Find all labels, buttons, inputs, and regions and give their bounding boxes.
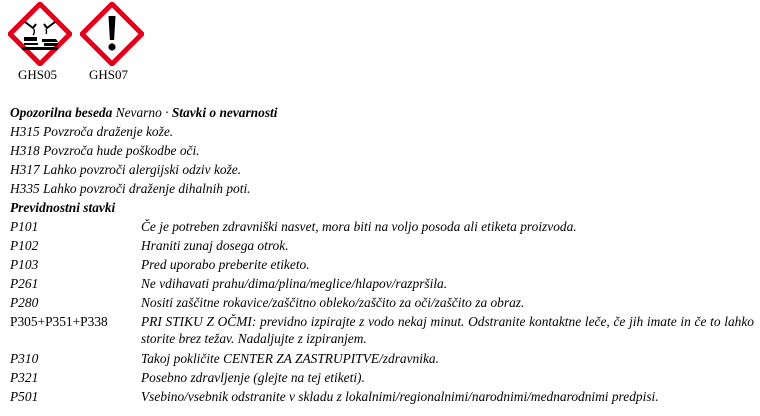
precaution-row bbox=[10, 236, 754, 255]
precaution-code: P261 bbox=[10, 276, 39, 291]
precaution-code: P321 bbox=[10, 370, 39, 385]
hazard-heading: Stavki o nevarnosti bbox=[171, 105, 278, 120]
precaution-code: P280 bbox=[10, 295, 39, 310]
precaution-row bbox=[10, 217, 754, 236]
pictogram-code: GHS07 bbox=[89, 67, 129, 82]
precaution-row bbox=[10, 313, 754, 347]
separator: · bbox=[161, 105, 172, 120]
precaution-code: P101 bbox=[10, 219, 39, 234]
precaution-code: P103 bbox=[10, 257, 39, 272]
precaution-text: Vsebino/vsebnik odstranite v skladu z lokalnimi/regionalnimi/narodnimi/mednarodnimi predpisi. bbox=[141, 389, 659, 404]
precaution-row bbox=[10, 368, 754, 387]
precaution-code: P305+P351+P338 bbox=[10, 314, 108, 329]
precaution-text: Nositi zaščitne rokavice/zaščitno obleko/zaščito za oči/zaščito za obraz. bbox=[141, 295, 525, 310]
precaution-row bbox=[10, 388, 754, 405]
signal-word: Nevarno bbox=[115, 105, 162, 120]
precaution-code: P501 bbox=[10, 389, 39, 404]
precaution-code: P310 bbox=[10, 351, 39, 366]
precaution-text: Hraniti zunaj dosega otrok. bbox=[141, 238, 289, 253]
hazard-statement: H317 Lahko povzroči alergijski odziv kože. bbox=[10, 162, 242, 177]
precaution-heading: Previdnostni stavki bbox=[10, 200, 116, 215]
hazard-statement: H315 Povzroča draženje kože. bbox=[10, 124, 174, 139]
precaution-text: Ne vdihavati prahu/dima/plina/meglice/hlapov/razpršila. bbox=[141, 276, 448, 291]
precaution-text: Pred uporabo preberite etiketo. bbox=[141, 257, 310, 272]
precaution-row bbox=[10, 293, 754, 312]
pictogram-code: GHS05 bbox=[18, 67, 58, 82]
pictogram-row bbox=[0, 0, 760, 90]
precaution-text: PRI STIKU Z OČMI: previdno izpirajte z vodo nekaj minut. Odstranite kontaktne leče, če jih imate in če to lahko storite brez težav. Nadaljujte z izpiranjem. bbox=[141, 314, 754, 346]
hazard-statement: H335 Lahko povzroči draženje dihalnih poti. bbox=[10, 181, 251, 196]
signal-word-label: Opozorilna beseda bbox=[10, 105, 113, 120]
corrosion-icon bbox=[8, 2, 72, 66]
precaution-text: Če je potreben zdravniški nasvet, mora biti na voljo posoda ali etiketa proizvoda. bbox=[141, 219, 577, 234]
hazard-text-block bbox=[10, 103, 754, 407]
precaution-row bbox=[10, 349, 754, 368]
signal-line bbox=[10, 103, 754, 122]
precaution-text: Posebno zdravljenje (glejte na tej etiketi). bbox=[141, 370, 365, 385]
precaution-row bbox=[10, 274, 754, 293]
exclamation-mark-icon bbox=[80, 2, 144, 66]
precaution-row bbox=[10, 255, 754, 274]
precaution-text: Takoj pokličite CENTER ZA ZASTRUPITVE/zdravnika. bbox=[141, 351, 439, 366]
precaution-code: P102 bbox=[10, 238, 39, 253]
hazard-statement: H318 Povzroča hude poškodbe oči. bbox=[10, 143, 200, 158]
